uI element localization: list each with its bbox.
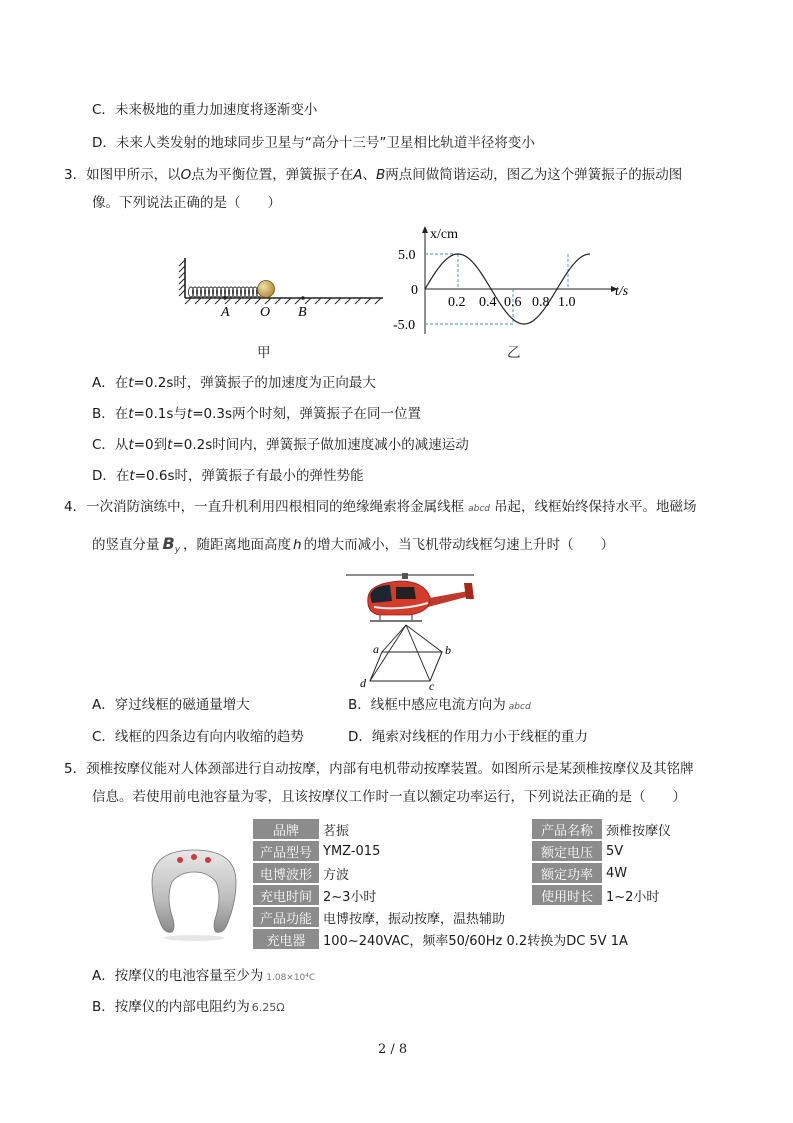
spec-charge-time-key: 充电时间: [253, 885, 319, 905]
floor-hatching: [185, 298, 381, 304]
q2-option-c: C．未来极地的重力加速度将逐渐变小: [92, 102, 318, 118]
frame-label-b: b: [445, 643, 451, 657]
q3-option-d: D．在t=0.6s时，弹簧振子有最小的弹性势能: [92, 468, 364, 484]
label-O: O: [260, 305, 271, 320]
spec-model-key: 产品型号: [253, 841, 319, 861]
neck-massager-image: [142, 842, 246, 942]
spec-charge-time-value: 2~3小时: [323, 889, 377, 905]
massager-led: [191, 854, 197, 860]
y-axis-arrow: [422, 226, 428, 233]
q2-option-d: D．未来人类发射的地球同步卫星与“高分十三号”卫星相比轨道半径将变小: [92, 135, 535, 151]
spec-brand-value: 茗振: [323, 823, 350, 839]
x-tick-0.2: 0.2: [448, 295, 466, 310]
q5-option-a: A．按摩仪的电池容量至少为 1.08×10⁴C: [92, 968, 316, 984]
y-tick-neg5: -5.0: [393, 318, 416, 333]
q5-option-b: B．按摩仪的内部电阻约为 6.25Ω: [92, 999, 285, 1015]
vibration-graph: [392, 222, 642, 342]
q3-option-a: A．在t=0.2s时，弹簧振子的加速度为正向最大: [92, 375, 376, 391]
label-B: B: [298, 305, 307, 320]
helicopter-figure: [340, 563, 480, 691]
spec-wave-key: 电博波形: [253, 863, 319, 883]
spec-function-value: 电博按摩，振动按摩，温热辅助: [323, 911, 506, 927]
spec-charger-value: 100~240VAC，频率50/60Hz 0.2转换为DC 5V 1A: [323, 933, 628, 949]
q3-option-b: B．在t=0.1s与t=0.3s两个时刻，弹簧振子在同一位置: [92, 406, 422, 422]
rotor-hub: [402, 573, 408, 579]
oscillator-ball: [258, 281, 275, 298]
x-tick-0.8: 0.8: [532, 295, 550, 310]
q4-stem-line2: 的竖直分量 $B_y$ ，随距离地面高度 h 的增大而减小，当飞机带动线框匀速上升时（ ）: [92, 534, 615, 555]
spec-function-key: 产品功能: [253, 907, 319, 927]
spec-power-key: 额定功率: [532, 863, 602, 883]
wall-hatching: [179, 260, 185, 296]
wire-frame-abcd: [370, 652, 442, 681]
x-tick-1.0: 1.0: [558, 295, 576, 310]
spec-charger-key: 充电器: [253, 929, 319, 949]
frame-label-d: d: [360, 676, 366, 690]
side-window: [396, 587, 416, 599]
ropes: [370, 625, 442, 681]
x-axis-label: t/s: [615, 284, 629, 299]
q4-option-d: D．绳索对线框的作用力小于线框的重力: [348, 729, 588, 745]
spec-name-value: 颈椎按摩仪: [606, 823, 672, 839]
massager-shadow: [164, 935, 224, 941]
figure-jia-caption: 甲: [257, 345, 271, 361]
massager-body: [152, 850, 236, 932]
x-tick-0.4: 0.4: [479, 295, 497, 310]
spec-power-value: 4W: [606, 865, 628, 881]
q4-stem-line1: 4．一次消防演练中，一直升机利用四根相同的绝缘绳索将金属线框 abcd 吊起，线框始终保持水平。地磁场: [64, 499, 697, 515]
massager-led: [205, 857, 211, 863]
x-tick-0.6: 0.6: [504, 295, 522, 310]
spec-model-value: YMZ-015: [323, 843, 381, 859]
spec-use-time-key: 使用时长: [532, 885, 602, 905]
page-number: 2 / 8: [378, 1042, 408, 1057]
q3-stem-line1: 3．如图甲所示，以O点为平衡位置，弹簧振子在A、B两点间做简谐运动，图乙为这个弹簧振子的振动图: [64, 167, 683, 183]
origin-label: 0: [411, 283, 418, 298]
nameplate-spec-table: [253, 817, 675, 951]
cockpit-window: [370, 585, 392, 603]
y-tick-5: 5.0: [398, 248, 416, 263]
spec-use-time-value: 1~2小时: [606, 889, 660, 905]
massager-led: [177, 857, 183, 863]
q4-option-a: A．穿过线框的磁通量增大: [92, 697, 250, 713]
frame-label-c: c: [429, 679, 435, 691]
point-B-dot: [301, 296, 305, 300]
q4-option-b: B．线框中感应电流方向为 abcd: [348, 697, 531, 713]
spec-name-key: 产品名称: [532, 819, 602, 839]
spec-voltage-value: 5V: [606, 843, 624, 859]
tail-boom: [424, 591, 470, 607]
y-axis-label: x/cm: [430, 227, 458, 242]
q5-stem-line1: 5．颈椎按摩仪能对人体颈部进行自动按摩，内部有电机带动按摩装置。如图所示是某颈椎按摩仪及其铭牌: [64, 761, 694, 777]
point-A-dot: [223, 296, 227, 300]
q4-option-c: C．线框的四条边有向内收缩的趋势: [92, 729, 304, 745]
q3-stem-line2: 像。下列说法正确的是（ ）: [92, 195, 281, 211]
frame-label-a: a: [373, 642, 379, 656]
q3-option-c: C．从t=0到t=0.2s时间内，弹簧振子做加速度减小的减速运动: [92, 437, 469, 453]
spec-voltage-key: 额定电压: [532, 841, 602, 861]
spec-brand-key: 品牌: [253, 819, 319, 839]
spec-wave-value: 方波: [323, 867, 350, 883]
figure-yi-caption: 乙: [507, 345, 521, 361]
label-A: A: [221, 305, 230, 320]
q5-stem-line2: 信息。若使用前电池容量为零，且该按摩仪工作时一直以额定功率运行，下列说法正确的是（ ）: [92, 789, 686, 805]
spring-coil: [188, 287, 261, 297]
spring-oscillator-figure: [175, 252, 390, 322]
